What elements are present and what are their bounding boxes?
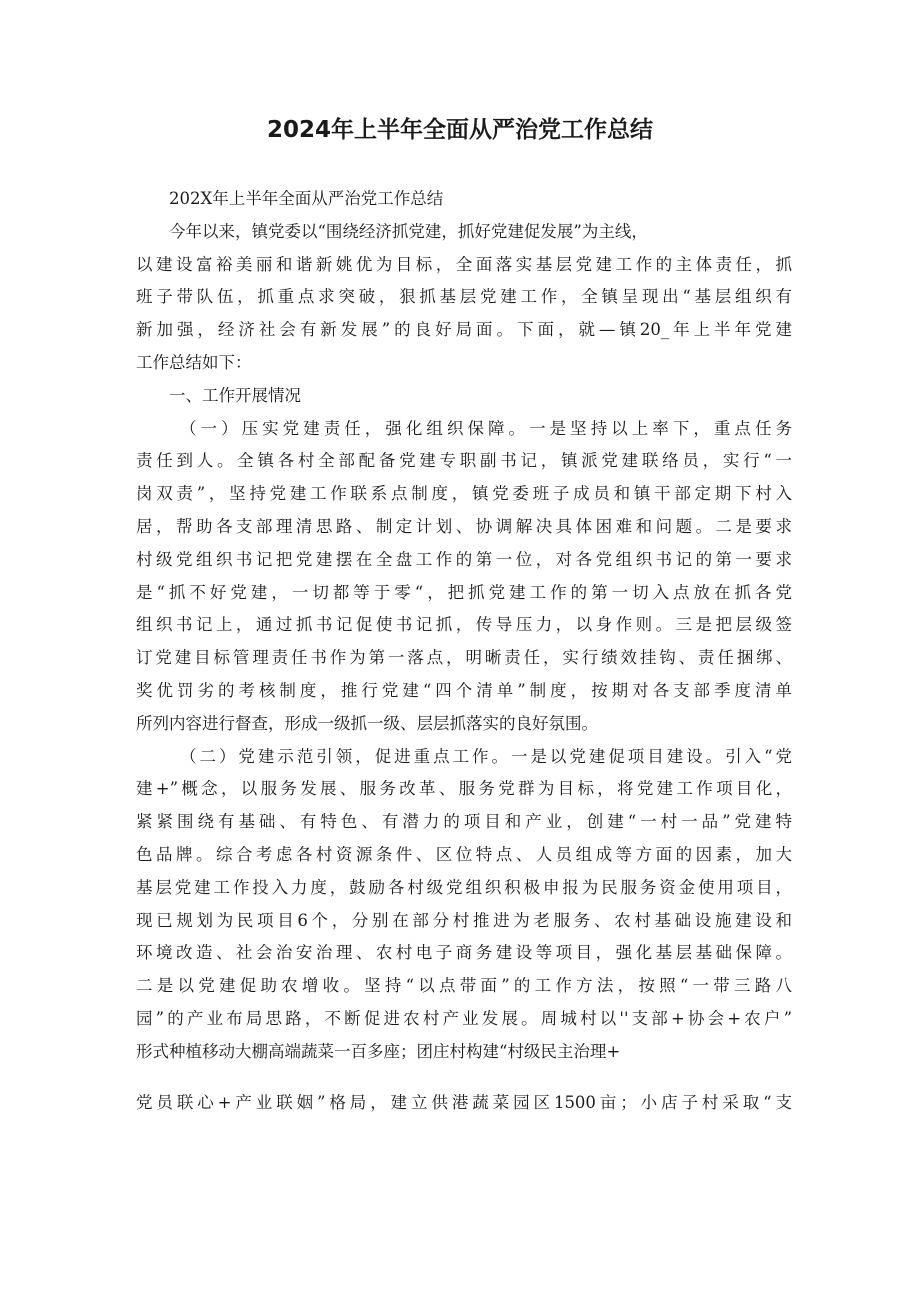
text-line: 订党建目标管理责任书作为第一落点，明晰责任，实行绩效挂钩、责任捆绑、 [136, 648, 792, 668]
text-line: 基层党建工作投入力度，鼓励各村级党组织积极申报为民服务资金使用项目， [136, 877, 792, 897]
text-line: 以建设富裕美丽和谐新姚优为目标，全面落实基层党建工作的主体责任，抓 [136, 254, 792, 274]
document-body [136, 183, 792, 1119]
text-line: 新加强，经济社会有新发展”的良好局面。下面，就—镇20_年上半年党建 [136, 320, 792, 340]
text-line: 班子带队伍，抓重点求突破，狠抓基层党建工作，全镇呈现出“基层组织有 [136, 287, 792, 307]
text-line: 202X年上半年全面从严治党工作总结 [169, 189, 444, 208]
text-line: 岗双责”，坚持党建工作联系点制度，镇党委班子成员和镇干部定期下村入 [136, 484, 792, 504]
text-line: 村级党组织书记把党建摆在全盘工作的第一位，对各党组织书记的第一要求 [136, 549, 792, 569]
text-line: 所列内容进行督查，形成一级抓一级、层层抓落实的良好氛围。 [136, 713, 598, 733]
text-line: （二）党建示范引领，促进重点工作。一是以党建促项目建设。引入“党 [180, 746, 792, 766]
text-line: 紧紧围绕有基础、有特色、有潜力的项目和产业，创建“一村一品”党建特 [136, 812, 792, 832]
text-line: 责任到人。全镇各村全部配备党建专职副书记，镇派党建联络员，实行“一 [136, 451, 792, 471]
text-line: 园”的产业布局思路，不断促进农村产业发展。周城村以''支部+协会+农户” [136, 1008, 792, 1028]
text-line: 奖优罚劣的考核制度，推行党建“四个清单”制度，按期对各支部季度清单 [136, 680, 792, 700]
text-line: 建+”概念，以服务发展、服务改革、服务党群为目标，将党建工作项目化， [136, 779, 792, 799]
text-line: 组织书记上，通过抓书记促使书记抓，传导压力，以身作则。三是把层级签 [136, 615, 792, 635]
document-title: 2024年上半年全面从严治党工作总结 [266, 117, 653, 143]
text-line: 现已规划为民项目6个，分别在部分村推进为老服务、农村基础设施建设和 [136, 910, 792, 930]
text-line: 一、工作开展情况 [169, 385, 301, 405]
text-line: 党员联心+产业联姻”格局，建立供港蔬菜园区1500亩；小店子村采取“支 [136, 1092, 792, 1112]
text-line: 是“抓不好党建，一切都等于零“，把抓党建工作的第一切入点放在抓各党 [136, 582, 792, 602]
text-line: 二是以党建促助农增收。坚持“以点带面”的工作方法，按照“一带三路八 [136, 976, 792, 996]
text-line: （一）压实党建责任，强化组织保障。一是坚持以上率下，重点任务 [180, 418, 792, 438]
text-line: 色品牌。综合考虑各村资源条件、区位特点、人员组成等方面的因素，加大 [136, 844, 792, 864]
text-line: 今年以来，镇党委以“围绕经济抓党建，抓好党建促发展”为主线， [169, 221, 648, 241]
text-line: 环境改造、社会治安治理、农村电子商务建设等项目，强化基层基础保障。 [136, 943, 792, 963]
text-line: 形式种植移动大棚高端蔬菜一百多座；团庄村构建“村级民主治理+ [136, 1041, 621, 1061]
text-line: 工作总结如下： [136, 352, 252, 372]
text-line: 居，帮助各支部理清思路、制定计划、协调解决具体困难和问题。二是要求 [136, 516, 792, 536]
